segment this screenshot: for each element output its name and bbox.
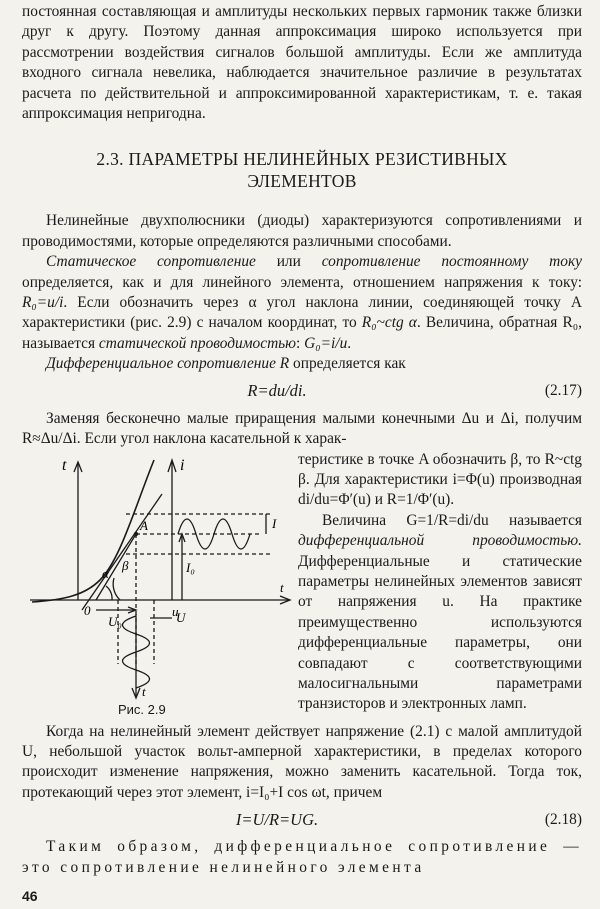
text: определяется как (289, 355, 406, 373)
page (22, 0, 582, 878)
label-alpha: α (102, 565, 109, 581)
paragraph-replace: Заменяя бесконечно малые приращения малыми конечными Δu и Δi, получим R≈Δu/Δi. Если угол наклона касательной к харак- (22, 409, 582, 448)
paragraph-intro: Нелинейные двухполюсники (диоды) характеризуются сопротивлениями и проводимостями, которые определяются различными способами. (22, 212, 582, 250)
formula-2-17-num: (2.17) (544, 382, 582, 400)
paragraph-last: Таким образом, дифференциальное сопротивление — это сопротивление нелинейного элемента (22, 838, 582, 876)
label-t-left: t (62, 456, 67, 474)
formula-2-17-eq: R=du/di. (247, 381, 307, 401)
text: . Величина, обратная R₀, называется (22, 314, 582, 352)
term-static-resistance: Статическое сопротивление (46, 253, 256, 271)
paragraph-static (22, 252, 582, 354)
text: . (347, 334, 352, 352)
text: : (296, 334, 305, 352)
label-origin: 0 (84, 602, 91, 618)
figure-caption: Рис. 2.9 (118, 701, 166, 717)
formula-r0: R₀=u/i (22, 294, 64, 312)
figure-2-9 (22, 450, 298, 722)
term-differential-resistance: Дифференциальное сопротивление R (46, 355, 290, 373)
label-a: A (140, 517, 148, 533)
text: Величина G=1/R=di/du называется (322, 511, 582, 529)
figure-svg (22, 450, 298, 700)
formula-2-18-num: (2.18) (544, 810, 582, 828)
label-i: i (180, 456, 185, 474)
label-beta: β (122, 557, 129, 573)
paragraph-differential (22, 354, 582, 374)
term-dc-resistance: сопротивление постоянному току (321, 253, 583, 271)
text: или (255, 253, 322, 271)
fig-text-1: теристике в точке A обозначить β, то R~ctg β. Для характеристики i=Φ(u) производная di/du=Φ′(u) и R=1/Φ′(u). (298, 450, 582, 509)
formula-2-18 (22, 805, 582, 835)
text: Дифференциальные и статические параметры нелинейных элементов зависят от напряжения u. На практике преимущественно используются дифференциальные параметры, они совпадают с соответствующими малосигнальными параметрами транзисторов и электронных ламп. (298, 552, 582, 713)
term-static-conductance: статической проводимостью (98, 334, 297, 352)
heading-line-1: 2.3. ПАРАМЕТРЫ НЕЛИНЕЙНЫХ РЕЗИСТИВНЫХ (96, 149, 508, 170)
formula-g0: G₀=i/u (304, 334, 348, 352)
paragraph-small-signal: Когда на нелинейный элемент действует напряжение (2.1) с малой амплитудой U, небольшой участок вольт-амперной характеристики, в пределах которого происходит изменение напряжения, можно заменить касательной. Тогда ток, протекающий через этот элемент, i=I₀+I cos ωt, причем (22, 722, 582, 801)
label-u-amp: U (176, 609, 186, 625)
text: определяется, как и для линейного элемента, отношением напряжения к току: (22, 273, 582, 291)
angle-alpha-arc (106, 586, 112, 600)
label-u0: U₀ (108, 613, 122, 629)
label-i-amp: I (272, 515, 277, 531)
label-t-bottom: t (142, 683, 146, 699)
paragraph-top: постоянная составляющая и амплитуды нескольких первых гармоник также близки друг к другу. Поэтому данная аппроксимация широко используется при рассмотрении воздействия сигналов большой амплитуды. Если же амплитуда входного сигнала невелика, наблюдается значительное различие в результатах расчета по действительной и аппроксимированной характеристикам, т. е. такая аппроксимация непригодна. (22, 3, 582, 123)
label-i0: I₀ (186, 559, 195, 575)
fig-text-2 (298, 511, 582, 715)
term-differential-conductance: дифференциальной проводимостью. (298, 532, 582, 550)
label-t-right: t (280, 579, 284, 595)
heading-line-2: ЭЛЕМЕНТОВ (247, 171, 357, 192)
formula-2-17 (22, 377, 582, 407)
formula-ctg-alpha: R₀~ctg α (361, 314, 417, 332)
point-a (134, 531, 138, 535)
figure-side-text (298, 450, 582, 722)
page-number: 46 (22, 888, 38, 904)
formula-2-18-eq: I=U/R=UG. (235, 809, 319, 829)
label-u-axis: u (172, 603, 179, 619)
section-heading (22, 148, 582, 192)
figure-block (22, 450, 582, 722)
angle-beta-arc (113, 578, 120, 600)
tangent-line (82, 494, 162, 610)
text: . Если обозначить через α угол наклона линии, соединяющей точку A характеристики (рис. 2.9) с началом координат, то (22, 294, 582, 332)
